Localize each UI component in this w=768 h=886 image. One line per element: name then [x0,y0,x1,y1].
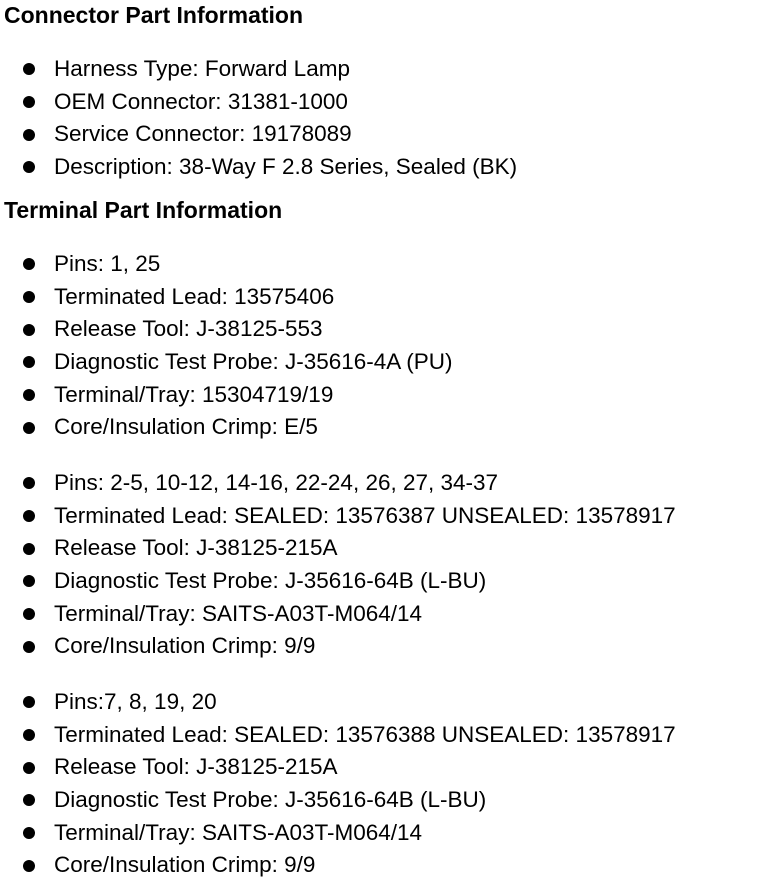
bullet-icon [23,575,35,587]
bullet-icon [23,510,35,522]
list-item-text: Diagnostic Test Probe: J-35616-4A (PU) [54,349,453,375]
list-item [0,53,517,86]
list-item [0,151,517,184]
bullet-icon [23,543,35,555]
bullet-icon [23,762,35,774]
bullet-icon [23,291,35,303]
list-item [0,817,676,850]
list-item-text: Terminated Lead: SEALED: 13576387 UNSEALED: 13578917 [54,502,676,528]
list-item [0,313,453,346]
list-item-text: Diagnostic Test Probe: J-35616-64B (L-BU) [54,568,487,594]
connector-part-info-heading: Connector Part Information [4,2,304,28]
list-item-text: Pins:7, 8, 19, 20 [54,689,217,714]
bullet-icon [23,477,35,489]
list-item [0,719,676,752]
list-item-text: Pins: 1, 25 [54,251,161,276]
list-item-text: OEM Connector: 31381-1000 [54,88,348,114]
list-item [0,86,517,119]
list-item-text: Core/Insulation Crimp: 9/9 [54,852,316,878]
list-item [0,346,453,379]
bullet-icon [23,827,35,839]
bullet-icon [23,641,35,653]
list-item-text: Terminal/Tray: SAITS-A03T-M064/14 [54,600,423,626]
bullet-icon [23,324,35,336]
list-item [0,379,453,412]
bullet-icon [23,129,35,141]
list-item [0,686,676,719]
list-item-text: Terminated Lead: 13575406 [54,283,335,309]
bullet-icon [23,258,35,270]
terminal-group-1-list [0,248,453,444]
list-item [0,532,676,565]
list-item-text: Release Tool: J-38125-215A [54,535,338,561]
bullet-icon [23,608,35,620]
bullet-icon [23,356,35,368]
list-item-text: Harness Type: Forward Lamp [54,56,350,81]
terminal-group-2-list [0,467,676,663]
list-item-text: Service Connector: 19178089 [54,121,352,147]
list-item [0,849,676,882]
connector-info-list [0,53,517,184]
list-item [0,500,676,533]
list-item-text: Release Tool: J-38125-553 [54,316,323,342]
list-item-text: Terminated Lead: SEALED: 13576388 UNSEALED: 13578917 [54,721,676,747]
list-item [0,281,453,314]
list-item-text: Pins: 2-5, 10-12, 14-16, 22-24, 26, 27, 34-37 [54,470,499,495]
list-item-text: Terminal/Tray: SAITS-A03T-M064/14 [54,819,423,845]
list-item [0,565,676,598]
terminal-group-3-list [0,686,676,882]
list-item [0,751,676,784]
list-item [0,598,676,631]
bullet-icon [23,63,35,75]
bullet-icon [23,794,35,806]
list-item-text: Description: 38-Way F 2.8 Series, Sealed (BK) [54,154,518,180]
bullet-icon [23,161,35,173]
bullet-icon [23,696,35,708]
list-item-text: Core/Insulation Crimp: E/5 [54,414,318,440]
list-item-text: Diagnostic Test Probe: J-35616-64B (L-BU) [54,787,487,813]
bullet-icon [23,422,35,434]
list-item-text: Terminal/Tray: 15304719/19 [54,381,334,407]
bullet-icon [23,96,35,108]
list-item [0,248,453,281]
list-item-text: Core/Insulation Crimp: 9/9 [54,633,316,659]
list-item [0,118,517,151]
list-item [0,630,676,663]
list-item-text: Release Tool: J-38125-215A [54,754,338,780]
list-item [0,784,676,817]
list-item [0,411,453,444]
bullet-icon [23,729,35,741]
bullet-icon [23,860,35,872]
list-item [0,467,676,500]
bullet-icon [23,389,35,401]
terminal-part-info-heading: Terminal Part Information [4,197,283,223]
